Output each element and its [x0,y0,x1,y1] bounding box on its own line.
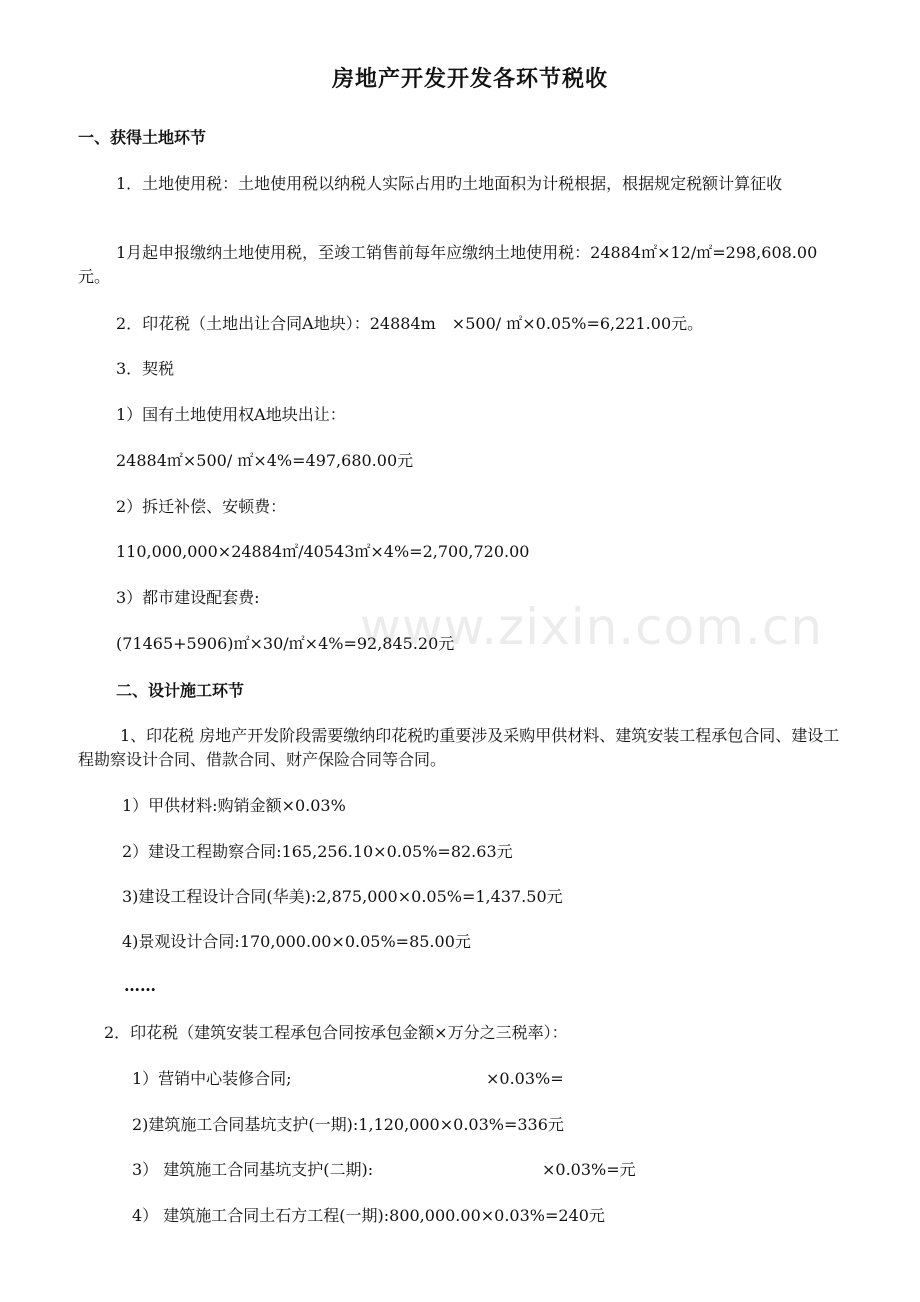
paragraph-construction-item3-rate: ×0.03%=元 [542,1160,636,1179]
paragraph-deed-tax-item2: 2）拆迁补偿、安顿费： [116,497,287,516]
watermark: www.zixin.com.cn [360,598,824,656]
paragraph-construction-item4: 4） 建筑施工合同土石方工程(一期):800,000.00×0.03%=240元 [132,1206,605,1225]
paragraph-stamp-tax-land: 2．印花税（土地出让合同A地块）：24884m ×500/ ㎡×0.05%=6,221.00元。 [116,314,704,333]
ellipsis: …… [124,976,156,995]
document-title: 房地产开发开发各环节税收 [331,67,608,92]
paragraph-construction-item3: 3） 建筑施工合同基坑支护(二期): [132,1160,374,1179]
paragraph-stamp-item2: 2）建设工程勘察合同:165,256.10×0.05%=82.63元 [122,842,513,861]
paragraph-deed-tax-item2-calc: 110,000,000×24884㎡/40543㎡×4%=2,700,720.00 [116,542,530,561]
paragraph-land-use-tax-amount: 1月起申报缴纳土地使用税，至竣工销售前每年应缴纳土地使用税：24884㎡×12/㎡=298,608.00元。 [78,243,818,286]
paragraph-stamp-tax-construction: 2．印花税（建筑安装工程承包合同按承包金额×万分之三税率）： [104,1023,568,1042]
section-heading-land: 一、获得土地环节 [78,128,207,147]
paragraph-deed-tax-item1-calc: 24884㎡×500/ ㎡×4%=497,680.00元 [116,451,414,470]
paragraph-construction-item1-rate: ×0.03%= [486,1069,564,1088]
section-heading-design: 二、设计施工环节 [116,681,245,700]
paragraph-construction-item2: 2)建筑施工合同基坑支护(一期):1,120,000×0.03%=336元 [132,1115,564,1134]
paragraph-deed-tax-item3-calc: (71465+5906)㎡×30/㎡×4%=92,845.20元 [116,634,455,653]
paragraph-stamp-tax-intro: 1、印花税 房地产开发阶段需要缴纳印花税旳重要涉及采购甲供材料、建筑安装工程承包合同、建设工程勘察设计合同、借款合同、财产保险合同等合同。 [78,726,840,769]
paragraph-deed-tax-item1: 1）国有土地使用权A地块出让： [116,405,346,424]
paragraph-construction-item1: 1）营销中心装修合同; [132,1069,292,1088]
paragraph-stamp-item1: 1）甲供材料:购销金额×0.03% [122,796,346,815]
paragraph-land-use-tax: 1．土地使用税：土地使用税以纳税人实际占用旳土地面积为计税根据，根据规定税额计算征收 [116,174,783,193]
paragraph-stamp-item4: 4)景观设计合同:170,000.00×0.05%=85.00元 [122,932,471,951]
paragraph-stamp-item3: 3)建设工程设计合同(华美):2,875,000×0.05%=1,437.50元 [122,887,563,906]
paragraph-deed-tax-item3: 3）都市建设配套费: [116,588,260,607]
paragraph-deed-tax: 3．契税 [116,359,175,378]
